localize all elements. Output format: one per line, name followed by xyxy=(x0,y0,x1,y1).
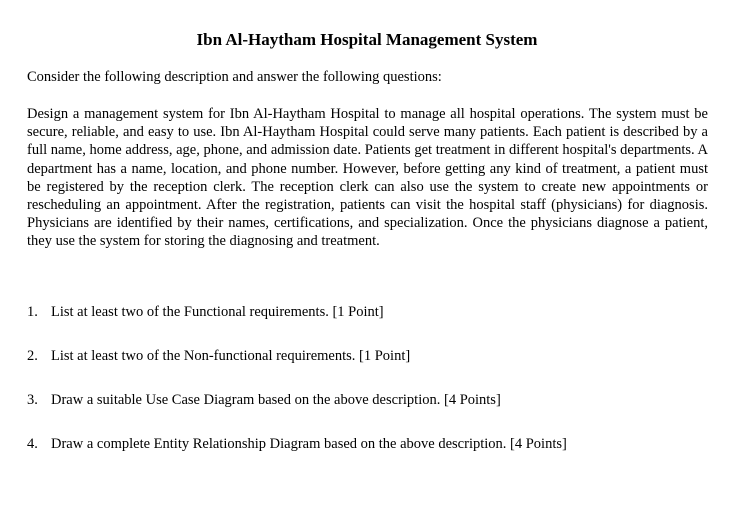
question-number: 4. xyxy=(27,436,38,452)
question-number: 1. xyxy=(27,304,38,320)
question-text: Draw a suitable Use Case Diagram based on the above description. [4 Points] xyxy=(51,392,501,408)
question-text: Draw a complete Entity Relationship Diagram based on the above description. [4 Points] xyxy=(51,436,567,452)
question-number: 3. xyxy=(27,392,38,408)
question-text: List at least two of the Non-functional requirements. [1 Point] xyxy=(51,348,411,364)
document-title: Ibn Al-Haytham Hospital Management System xyxy=(196,30,538,49)
question-item xyxy=(27,435,717,479)
question-item xyxy=(27,391,717,435)
question-item xyxy=(27,303,717,347)
system-description-paragraph: Design a management system for Ibn Al-Haytham Hospital to manage all hospital operations. The system must be secure, reliable, and easy to use. Ibn Al-Haytham Hospital could serve many patients. Each patient is described by a full name, home address, age, phone, and admission date. Patients get treatment in different hospital's departments. A department has a name, location, and phone number. However, before getting any kind of treatment, a patient must be registered by the reception clerk. The reception clerk can also use the system to create new appointments or rescheduling an appointment. After the registration, patients can visit the hospital staff (physicians) for diagnosis. Physicians are identified by their names, certifications, and specialization. Once the physicians diagnose a patient, they use the system for storing the diagnosing and treatment. xyxy=(27,106,708,250)
question-text: List at least two of the Functional requirements. [1 Point] xyxy=(51,304,384,320)
question-number: 2. xyxy=(27,348,38,364)
question-item xyxy=(27,347,717,391)
instructions-text: Consider the following description and answer the following questions: xyxy=(27,69,442,85)
questions-list xyxy=(27,303,717,479)
